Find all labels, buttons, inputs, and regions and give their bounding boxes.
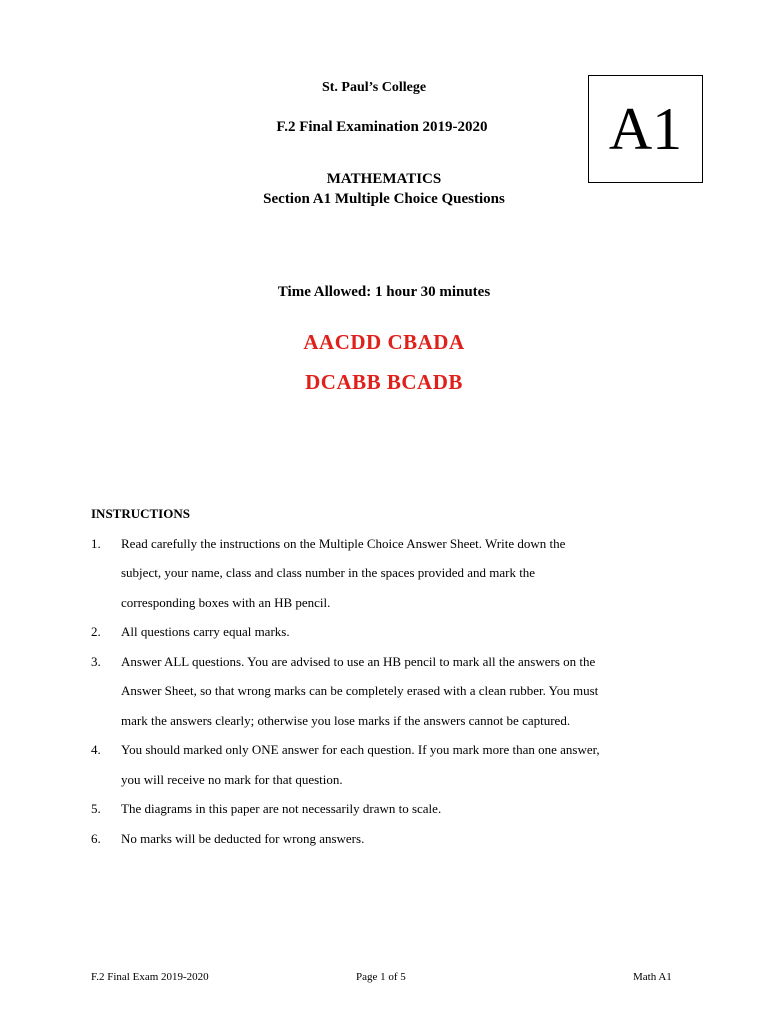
instruction-line: Answer ALL questions. You are advised to use an HB pencil to mark all the answers on the (121, 654, 596, 669)
instruction-number: 1. (91, 536, 101, 551)
instruction-number: 6. (91, 831, 101, 846)
instruction-line: subject, your name, class and class number in the spaces provided and mark the (121, 565, 536, 580)
instructions-heading: INSTRUCTIONS (91, 506, 190, 521)
subject-title: MATHEMATICS (326, 171, 442, 187)
footer-exam-name: F.2 Final Exam 2019-2020 (91, 971, 209, 983)
answer-key-line-2: DCABB BCADB (305, 370, 463, 394)
exam-title: F.2 Final Examination 2019-2020 (276, 119, 488, 135)
instruction-number: 5. (91, 801, 101, 816)
footer-paper-code: Math A1 (633, 971, 672, 983)
instruction-line: corresponding boxes with an HB pencil. (121, 595, 331, 610)
instruction-line: Answer Sheet, so that wrong marks can be completely erased with a clean rubber. You must (121, 683, 599, 698)
instruction-number: 3. (91, 654, 101, 669)
instruction-number: 4. (91, 742, 101, 757)
section-title: Section A1 Multiple Choice Questions (263, 191, 505, 207)
instruction-line: No marks will be deducted for wrong answers. (121, 831, 365, 846)
answer-key-line-1: AACDD CBADA (303, 330, 465, 354)
instruction-line: You should marked only ONE answer for each question. If you mark more than one answer, (121, 742, 600, 757)
instruction-number: 2. (91, 624, 101, 639)
time-allowed: Time Allowed: 1 hour 30 minutes (277, 284, 491, 300)
footer-page-number: Page 1 of 5 (356, 971, 406, 983)
instruction-line: mark the answers clearly; otherwise you lose marks if the answers cannot be captured. (121, 713, 571, 728)
instruction-line: you will receive no mark for that question. (121, 772, 343, 787)
instruction-line: Read carefully the instructions on the Multiple Choice Answer Sheet. Write down the (121, 536, 566, 551)
instruction-line: The diagrams in this paper are not necessarily drawn to scale. (121, 801, 442, 816)
instruction-line: All questions carry equal marks. (121, 624, 290, 639)
college-name: St. Paul’s College (321, 80, 427, 95)
paper-code: A1 (608, 96, 683, 162)
